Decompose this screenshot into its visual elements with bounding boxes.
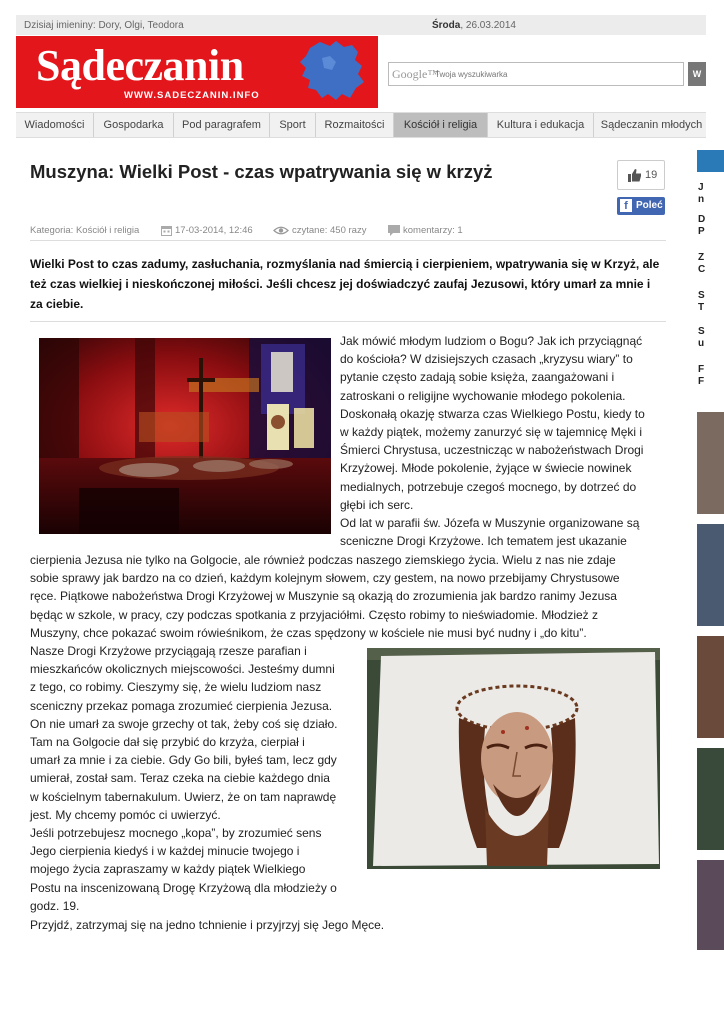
sidebar-header [697,150,724,172]
text-line: sceniczne Drogi Krzyżowe. Ich tematem jest ukazanie [340,534,627,549]
text-line: Doskonałą okazję stwarza czas Wielkiego Postu, kiedy to [340,406,645,421]
main-nav [16,112,706,138]
sidebar-item[interactable]: S T [698,290,705,313]
sidebar-item[interactable]: D P [698,214,706,237]
text-line: Tam na Golgocie dał się przybić do krzyża, cierpiał i [30,735,305,750]
article-date: 17-03-2014, 12:46 [175,225,253,236]
article-views: czytane: 450 razy [292,225,367,236]
region-map-icon [292,38,372,104]
text-line: Muszyny, chce pokazać swoim rówieśnikom, że czas spędzony w kościele nie musi być nudny i „do kitu”. [30,625,587,640]
text-line: w kościelnym tabernakulum. Uwierz, że on tam naprawdę [30,789,337,804]
text-line: sobie sprawy jak bardzo na co dzień, każdym kolejnym słowem, czy gestem, na nowo przebijamy Chrystusowe [30,571,620,586]
search-button[interactable]: W [688,62,706,86]
text-line: Postu na inscenizowaną Drogę Krzyżową dla młodzieży o [30,880,337,895]
nav-item-pod-paragrafem[interactable]: Pod paragrafem [174,113,270,138]
sidebar-item[interactable]: Z C [698,252,706,275]
article-comments[interactable]: komentarzy: 1 [403,225,463,236]
paragraph-left-column [30,642,364,915]
calendar-icon [161,225,172,236]
text-line: mojego życia zapraszamy w każdy piątek Wielkiego [30,862,306,877]
comment-icon [388,225,400,236]
text-line: głębi ich serc. [340,497,414,512]
thumbs-up-icon [628,168,642,182]
paragraph-full-width [30,551,670,642]
nav-item-sadeczanin-mlodych[interactable]: Sądeczanin młodych [594,113,706,138]
article-category[interactable]: Kategoria: Kościół i religia [30,225,140,236]
site-logo[interactable] [16,36,378,108]
text-line: zatroskani o religijne wychowanie młodego pokolenia. [340,388,626,403]
nav-item-rozmaitosci[interactable]: Rozmaitości [316,113,394,138]
text-line: mieszkańców okolicznych miejscowości. Jesteśmy dumni [30,662,335,677]
text-line: z tego, co robimy. Cieszymy się, że wielu ludziom nasz [30,680,322,695]
sidebar-item[interactable]: S u [698,326,705,349]
nameday-text: Dzisiaj imieniny: Dory, Olgi, Teodora [24,20,184,31]
divider [30,321,666,322]
text-line: Jeśli potrzebujesz mocnego „kopa”, by zrozumieć sens [30,826,322,841]
like-count: 19 [645,169,658,181]
sidebar-thumbnail[interactable] [697,412,724,514]
text-line: Jak mówić młodym ludziom o Bogu? Jak ich przyciągnąć [340,334,643,348]
eye-icon [273,225,289,236]
current-date: Środa, 26.03.2014 [432,20,516,31]
logo-url: WWW.SADECZANIN.INFO [124,90,260,101]
paragraph-right-column [340,332,670,550]
search-box [388,62,684,86]
text-line: umarł za mnie i za ciebie. Gdy Go bili, byłeś tam, lecz gdy [30,753,337,768]
nav-item-kultura-i-edukacja[interactable]: Kultura i edukacja [488,113,594,138]
text-line: Śmierci Chrystusa, uczestnicząc w nabożeństwach Drogi [340,443,644,458]
article-title: Muszyna: Wielki Post - czas wpatrywania się w krzyż [30,161,493,182]
site-header [16,36,706,108]
article-lead: Wielki Post to czas zadumy, zasłuchania, rozmyślania nad śmiercią i cierpieniem, wpatrywania się w Krzyż, ale też czas wielkiej i nieskończonej miłości. Jeśli chcesz jej doświadczyć zaufaj Jezusowi, który umarł za mnie i za ciebie. [30,257,660,311]
share-label: Poleć [636,200,663,211]
text-line: jest. My chcemy pomóc ci uwierzyć. [30,807,221,822]
sidebar-thumbnail[interactable] [697,636,724,738]
text-line: będąc w szkole, w pracy, czy podczas spotkania z przyjaciółmi. Często robimy to nieświadomie. Młodzież z [30,607,598,622]
church-stage-photo [39,338,331,534]
text-line: w każdy piątek, możemy zanurzyć się w tajemnicę Męki i [340,425,643,440]
divider [30,240,666,241]
like-button[interactable] [617,160,665,190]
jesus-drawing-photo [367,648,660,869]
facebook-icon: f [620,199,632,212]
closing-line: Przyjdź, zatrzymaj się na jedno tchnienie i przyjrzyj się Jego Męce. [30,918,385,932]
text-line: ręce. Piątkowe nabożeństwa Drogi Krzyżowej w Muszynie są okazją do zrozumienia jak bardzo ranimy Jezusa [30,589,617,604]
text-line: do kościoła? W dzisiejszych czasach „kryzysu wiary” to [340,352,633,367]
text-line: pytanie często zadają sobie księża, zaangażowani i [340,370,615,385]
nav-item-gospodarka[interactable]: Gospodarka [94,113,174,138]
top-bar [16,15,706,35]
text-line: Jego cierpienia kiedyś i w każdej minucie twojego i [30,844,300,859]
text-line: sceniczny przekaz pomaga zrozumieć cierpienia Jezusa. [30,698,333,713]
search-input[interactable] [435,66,675,82]
sidebar-thumbnail[interactable] [697,748,724,850]
sidebar-item[interactable]: J n [698,182,705,205]
right-sidebar [695,150,724,950]
text-line: Krzyżowej. Młode pokolenie, żyjące w świecie nowinek [340,461,632,476]
text-line: On nie umarł za swoje grzechy ot tak, żeby coś się działo. [30,716,338,731]
nav-item-kosciol-i-religia[interactable]: Kościół i religia [394,113,488,138]
sidebar-thumbnail[interactable] [697,524,724,626]
facebook-share-button[interactable] [617,197,665,215]
text-line: cierpienia Jezusa nie tylko na Golgocie, ale również podczas naszego ziemskiego życia. Wielu z nas nie zdaje [30,553,616,567]
text-line: Od lat w parafii św. Józefa w Muszynie organizowane są [340,516,640,531]
text-line: godz. 19. [30,898,80,913]
sidebar-thumbnail[interactable] [697,860,724,950]
google-brand: Google™ [392,67,440,81]
logo-text: Sądeczanin [36,41,244,90]
sidebar-item[interactable]: F F [698,364,705,387]
text-line: umierał, został sam. Teraz czeka na ciebie każdego dnia [30,771,330,786]
nav-item-sport[interactable]: Sport [270,113,316,138]
nav-item-wiadomosci[interactable]: Wiadomości [16,113,94,138]
text-line: medialnych, potrzebuje czegoś mocnego, by dotrzeć do [340,479,637,494]
text-line: Nasze Drogi Krzyżowe przyciągają rzesze parafian i [30,644,307,658]
